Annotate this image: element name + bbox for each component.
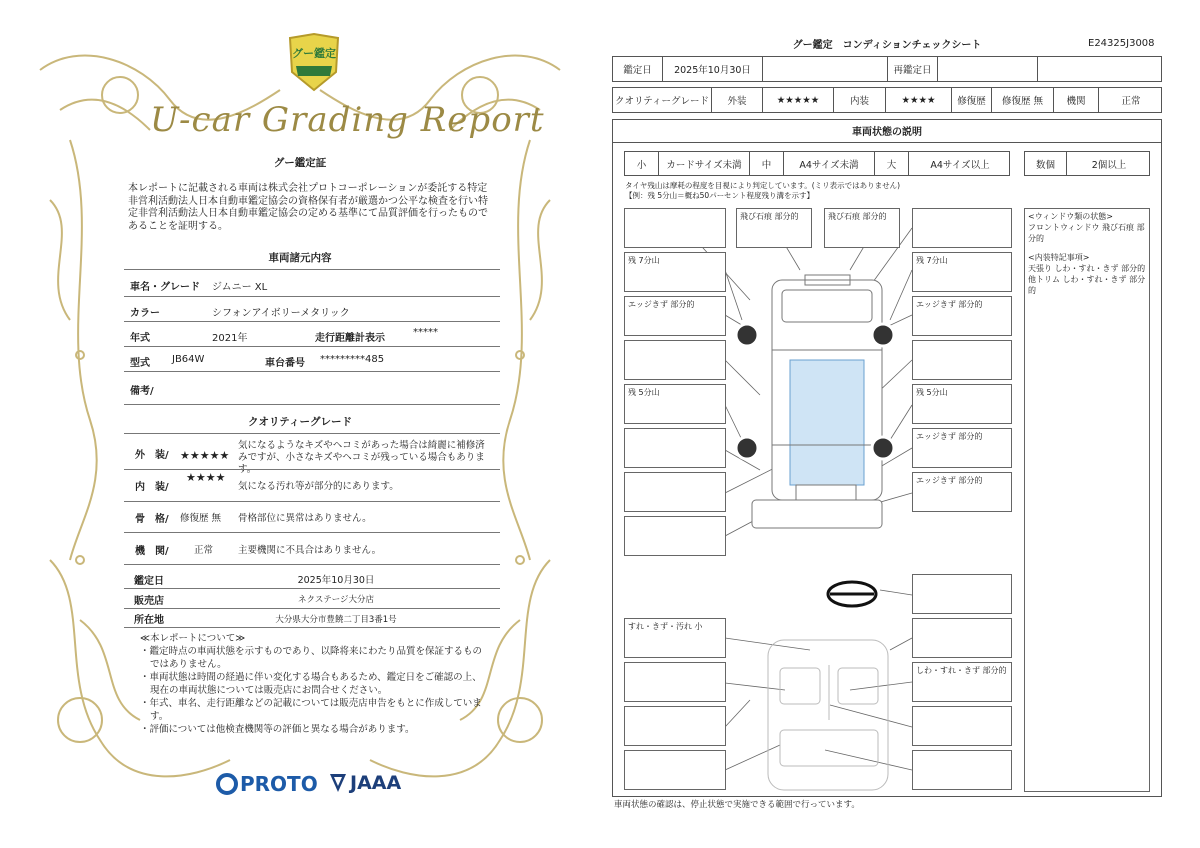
legend-small: 小 — [625, 152, 659, 175]
divider — [124, 563, 500, 565]
diagram-box-r12 — [912, 750, 1012, 790]
car-interior-view — [768, 640, 888, 790]
legend-count-desc: 2個以上 — [1091, 159, 1127, 171]
engine-label: 機関 — [1054, 88, 1099, 112]
goo-kantei-badge — [286, 32, 342, 92]
frame-value: 修復歴 無 — [180, 513, 222, 524]
divider — [124, 432, 500, 434]
frame-label: 骨 格/ — [135, 514, 169, 525]
specs-title: 車両諸元内容 — [268, 252, 332, 264]
ext-stars: ★★★★★ — [763, 88, 834, 112]
condition-check-sheet — [600, 0, 1200, 848]
tire-note-2: 【例：残 5分山＝概ね50パーセント程度残り溝を示す】 — [625, 191, 815, 200]
diagram-box-r6: エッジきず 部分的 — [912, 428, 1012, 468]
chassis-value: *********485 — [320, 354, 385, 365]
divider — [124, 607, 500, 609]
report-title: U-car Grading Report — [150, 100, 545, 140]
divider — [124, 468, 500, 470]
jaaa-mark-icon — [328, 772, 348, 794]
note-item: ・年式、車名、走行距離などの記載については販売店申告をもとに作成しています。 — [140, 698, 482, 722]
chassis-label: 車台番号 — [265, 358, 305, 369]
diagram-box-l1 — [624, 208, 726, 248]
repair-label: 修復歴 — [952, 88, 992, 112]
legend-mid: 中 — [750, 152, 784, 175]
note-item: ・評価については他検査機関等の評価と異なる場合があります。 — [140, 724, 415, 735]
engine-value: 正常 — [1121, 96, 1141, 107]
divider — [124, 320, 500, 322]
divider — [124, 587, 500, 589]
recheck-label: 再鑑定日 — [888, 57, 938, 81]
year-label: 年式 — [130, 333, 150, 344]
legend-count: 数個 — [1025, 152, 1067, 175]
quality-title: クオリティーグレード — [248, 416, 352, 428]
diagram-box-l12 — [624, 750, 726, 790]
divider — [124, 268, 500, 270]
diagram-box-r3: エッジきず 部分的 — [912, 296, 1012, 336]
legend-large-desc: A4サイズ以上 — [930, 159, 990, 171]
shop-label: 販売店 — [134, 596, 164, 607]
proto-logo-text: PROTO — [240, 772, 318, 796]
inspection-date-value: 2025年10月30日 — [297, 575, 375, 586]
note-item: ・鑑定時点の車両状態を示すものであり、以降将来にわたり品質を保証するものではありません。 — [140, 646, 483, 670]
window-notes-value: フロントウィンドウ 飛び石痕 部分的 — [1028, 223, 1145, 243]
address-label: 所在地 — [134, 615, 164, 626]
steering-wheel-icon — [828, 582, 876, 606]
diagram-box-l7 — [624, 472, 726, 512]
int-stars: ★★★★ — [886, 88, 952, 112]
diagram-box-l10 — [624, 662, 726, 702]
tire-note-1: タイヤ残山は摩耗の程度を目視により判定しています。(ミリ表示ではありません) — [625, 181, 901, 190]
diagram-box-l6 — [624, 428, 726, 468]
jaaa-logo-text: JAAA — [350, 772, 402, 794]
proto-mark-icon — [216, 773, 238, 795]
divider — [124, 403, 500, 405]
badge-text: グー鑑定 — [292, 47, 336, 60]
diagram-box-r5: 残 5分山 — [912, 384, 1012, 424]
diagram-box-l3: エッジきず 部分的 — [624, 296, 726, 336]
condition-title: 車両状態の説明 — [612, 119, 1162, 143]
diagram-box-r7: エッジきず 部分的 — [912, 472, 1012, 512]
date-value: 2025年10月30日 — [663, 57, 763, 81]
diagram-box-top2: 飛び石痕 部分的 — [824, 208, 900, 248]
divider — [124, 370, 500, 372]
legend-large: 大 — [875, 152, 909, 175]
car-name-label: 車名・グレード — [130, 282, 200, 293]
grade-label: クオリティーグレード — [613, 88, 712, 112]
window-notes-title: <ウィンドウ類の状態> — [1028, 212, 1113, 221]
engine-value: 正常 — [194, 545, 214, 556]
diagram-box-r11 — [912, 706, 1012, 746]
divider — [124, 345, 500, 347]
inspection-date-label: 鑑定日 — [134, 576, 164, 587]
note-item: ・車両状態は時間の経過に伴い変化する場合もあるため、鑑定日をご確認の上、現在の車両状態については販売店にお問合せください。 — [140, 672, 482, 696]
diagram-box-r1 — [912, 208, 1012, 248]
diagram-box-r2: 残 7分山 — [912, 252, 1012, 292]
diagram-box-l2: 残 7分山 — [624, 252, 726, 292]
legend-mid-desc: A4サイズ未満 — [784, 152, 875, 175]
exterior-desc: 気になるようなキズやヘコミがあった場合は綺麗に補修済みですが、小さなキズやヘコミが残っている場合もあります。 — [238, 440, 485, 475]
certificate-subtitle: グー鑑定証 — [273, 157, 327, 169]
divider — [124, 626, 500, 628]
interior-stars: ★★★★ — [186, 471, 226, 484]
legend-small-desc: カードサイズ未満 — [659, 152, 750, 175]
report-notes — [140, 632, 490, 736]
address-value: 大分県大分市豊饒二丁目3番1号 — [275, 615, 397, 625]
repair-value: 修復歴 無 — [992, 88, 1054, 112]
exterior-stars: ★★★★★ — [180, 449, 230, 462]
diagram-box-l8 — [624, 516, 726, 556]
divider — [124, 295, 500, 297]
ext-label: 外装 — [712, 88, 763, 112]
interior-desc: 気になる汚れ等が部分的にあります。 — [238, 481, 399, 492]
notes-title: ≪本レポートについて≫ — [140, 633, 246, 644]
diagram-box-r8 — [912, 574, 1012, 614]
diagram-box-top1: 飛び石痕 部分的 — [736, 208, 812, 248]
sheet-footer: 車両状態の確認は、停止状態で実施できる範囲で行っています。 — [614, 800, 860, 810]
remarks-label: 備考/ — [130, 386, 154, 397]
divider — [124, 500, 500, 502]
frame-desc: 骨格部位に異常はありません。 — [238, 513, 372, 524]
sheet-id: E24325J3008 — [1088, 38, 1155, 49]
divider — [124, 531, 500, 533]
mileage-value: ***** — [413, 327, 438, 338]
model-value: JB64W — [172, 354, 205, 365]
diagram-box-r4 — [912, 340, 1012, 380]
diagram-box-l9: すれ・きず・汚れ 小 — [624, 618, 726, 658]
model-label: 型式 — [130, 358, 150, 369]
proto-logo — [216, 772, 318, 796]
shop-value: ネクステージ大分店 — [297, 595, 375, 605]
int-label: 内装 — [834, 88, 886, 112]
badge-shield-icon — [286, 32, 342, 92]
exterior-label: 外 装/ — [135, 450, 169, 461]
date-label: 鑑定日 — [613, 57, 663, 81]
engine-label: 機 関/ — [135, 546, 169, 557]
interior-notes-line: 他トリム しわ・すれ・きず 部分的 — [1028, 275, 1146, 295]
interior-notes-line: 天張り しわ・すれ・きず 部分的 — [1028, 264, 1146, 273]
engine-desc: 主要機関に不具合はありません。 — [238, 545, 382, 556]
diagram-box-r10: しわ・すれ・きず 部分的 — [912, 662, 1012, 702]
year-value: 2021年 — [212, 333, 248, 344]
diagram-box-l11 — [624, 706, 726, 746]
sheet-title: グー鑑定 コンディションチェックシート — [792, 40, 982, 51]
color-label: カラー — [130, 308, 160, 319]
diagram-box-r9 — [912, 618, 1012, 658]
mileage-label: 走行距離計表示 — [315, 333, 385, 344]
interior-notes-title: <内装特記事項> — [1028, 253, 1090, 262]
diagram-box-l5: 残 5分山 — [624, 384, 726, 424]
diagram-box-l4 — [624, 340, 726, 380]
color-value: シフォンアイボリーメタリック — [212, 308, 350, 319]
jaaa-logo — [328, 772, 401, 794]
interior-label: 内 装/ — [135, 482, 169, 493]
certificate-intro: 本レポートに記載される車両は株式会社プロトコーポレーションが委託する特定非営利活動法人日本自動車鑑定協会の資格保有者が厳選かつ公平な検査を行い特定非営利活動法人日本自動車鑑定協会の定める基準にて品質評価を行ったものであることを証明する。 — [128, 183, 488, 232]
car-name-value: ジムニー XL — [212, 282, 268, 293]
car-top-view — [752, 275, 882, 528]
